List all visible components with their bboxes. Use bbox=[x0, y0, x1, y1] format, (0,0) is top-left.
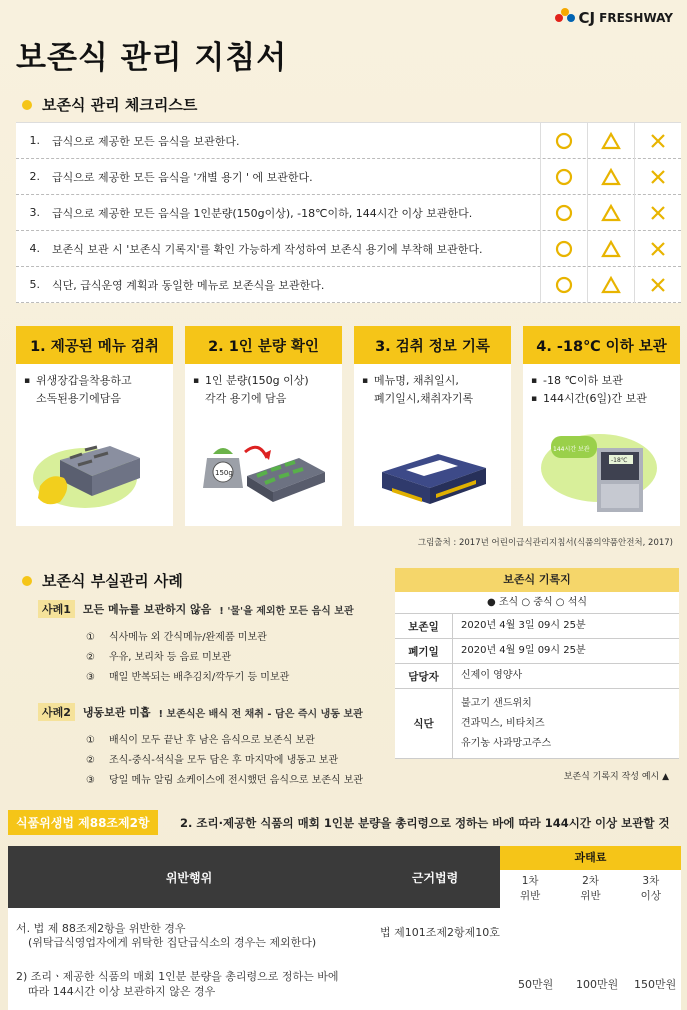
checklist-heading bbox=[22, 94, 197, 115]
col-fine-1: 1차 위반 bbox=[520, 875, 541, 902]
law-tag: 식품위생법 제88조제2항 bbox=[8, 810, 158, 835]
basis-value: 법 제101조제2항제10호 bbox=[380, 926, 500, 939]
violation-row-1: 서. 법 제 88조제2항을 위반한 경우 bbox=[16, 922, 186, 935]
storage-log-card bbox=[395, 568, 679, 782]
case-item bbox=[38, 648, 393, 668]
case-item-text: 당일 메뉴 알림 쇼케이스에 전시했던 음식으로 보존식 보관 bbox=[108, 775, 364, 786]
step-line: ▪ -18 ℃이하 보관 bbox=[531, 372, 674, 390]
fine-third: 150만원 bbox=[634, 978, 677, 991]
case-item bbox=[38, 668, 393, 688]
meal-options: ● 조식 ○ 중식 ○ 석식 bbox=[395, 592, 679, 614]
checklist-row bbox=[16, 231, 681, 267]
checklist-row bbox=[16, 267, 681, 303]
cj-logo-mark bbox=[555, 8, 575, 28]
step-line: ▪ 위생장갑을착용하고 bbox=[24, 372, 167, 390]
violation-row-1-note: (위탁급식영업자에게 위탁한 집단급식소의 경우는 제외한다) bbox=[28, 936, 317, 949]
triangle-mark-icon[interactable] bbox=[587, 195, 634, 231]
step-title: 1. 제공된 메뉴 검취 bbox=[16, 326, 173, 364]
step-line: 각각 용기에 담음 bbox=[205, 392, 287, 405]
log-value: 견과믹스, 비타치즈 bbox=[461, 717, 545, 729]
step-title: 3. 검취 정보 기록 bbox=[354, 326, 511, 364]
col-basis: 근거법령 bbox=[411, 870, 459, 885]
log-value: 2020년 4월 9일 09시 25분 bbox=[461, 645, 586, 656]
scale-illustration bbox=[199, 428, 329, 514]
step-card bbox=[354, 326, 511, 526]
law-text: 2. 조리·제공한 식품의 매회 1인분 분량을 총리령으로 정하는 바에 따라 144시간 이상 보관할 것 bbox=[180, 816, 670, 830]
log-key: 식단 bbox=[395, 689, 453, 758]
case-2 bbox=[38, 703, 393, 791]
case-tag: 사례1 bbox=[38, 600, 75, 618]
case-item bbox=[38, 628, 393, 648]
log-value: 2020년 4월 3일 09시 25분 bbox=[461, 620, 586, 631]
step-card bbox=[523, 326, 680, 526]
checklist-text: 급식으로 제공한 모든 음식을 '개별 용기 ' 에 보관한다. bbox=[52, 170, 313, 184]
case-item-text: 식사메뉴 외 간식메뉴/완제품 미보관 bbox=[108, 632, 267, 643]
checklist-heading-text: 보존식 관리 체크리스트 bbox=[42, 96, 198, 114]
fine-first: 50만원 bbox=[518, 978, 554, 991]
scale-label: 150g bbox=[215, 469, 233, 477]
image-credit: 그림출처 : 2017년 어린이급식관리지침서(식품의약품안전처, 2017) bbox=[417, 538, 673, 548]
log-caption: 보존식 기록지 작성 예시 ▲ bbox=[563, 772, 669, 782]
step-line: 소독된용기에담음 bbox=[36, 392, 122, 405]
col-violation: 위반행위 bbox=[165, 870, 213, 885]
step-line: ▪ 메뉴명, 채취일시, bbox=[362, 372, 505, 390]
case-item-num: ③ bbox=[86, 775, 95, 786]
step-line: ▪ 1인 분량(150g 이상) bbox=[193, 372, 336, 390]
freezer-illustration bbox=[537, 428, 667, 514]
triangle-mark-icon[interactable] bbox=[587, 123, 634, 159]
checklist-row bbox=[16, 159, 681, 195]
log-key: 보존일 bbox=[395, 614, 453, 638]
log-row bbox=[395, 614, 679, 639]
case-item-num: ① bbox=[86, 735, 95, 746]
col-fine-3: 3차 이상 bbox=[640, 875, 661, 902]
log-title: 보존식 기록지 bbox=[395, 568, 679, 592]
fine-second: 100만원 bbox=[576, 978, 619, 991]
violation-row-2-cont: 따라 144시간 이상 보관하지 않은 경우 bbox=[28, 985, 216, 998]
case-title: 냉동보관 미흡 bbox=[82, 706, 151, 719]
x-mark-icon[interactable] bbox=[634, 195, 681, 231]
case-item-num: ② bbox=[86, 755, 95, 766]
circle-mark-icon[interactable] bbox=[540, 159, 587, 195]
x-mark-icon[interactable] bbox=[634, 231, 681, 267]
logo-brand: FRESHWAY bbox=[599, 11, 673, 25]
checklist-number: 2. bbox=[29, 170, 40, 183]
circle-mark-icon[interactable] bbox=[540, 123, 587, 159]
x-mark-icon[interactable] bbox=[634, 267, 681, 303]
triangle-mark-icon[interactable] bbox=[587, 267, 634, 303]
case-item-text: 우유, 보리차 등 음료 미보관 bbox=[108, 652, 232, 663]
badge-label: 144시간 보관 bbox=[553, 446, 590, 453]
checklist-table bbox=[16, 122, 681, 303]
penalty-table bbox=[8, 846, 681, 1010]
x-mark-icon[interactable] bbox=[634, 123, 681, 159]
case-tag: 사례2 bbox=[38, 703, 75, 721]
step-title: 2. 1인 분량 확인 bbox=[185, 326, 342, 364]
step-cards bbox=[16, 326, 681, 526]
checklist-number: 4. bbox=[29, 242, 40, 255]
case-item bbox=[38, 751, 393, 771]
log-value: 불고기 샌드위치 bbox=[461, 697, 532, 709]
checklist-number: 3. bbox=[29, 206, 40, 219]
checklist-number: 5. bbox=[29, 278, 40, 291]
checklist-text: 보존식 보관 시 '보존식 기록지'를 확인 가능하게 작성하여 보존식 용기에 부착해 보관한다. bbox=[52, 242, 483, 256]
bullet-icon bbox=[22, 100, 32, 110]
penalty-header bbox=[8, 846, 681, 908]
checklist-number: 1. bbox=[29, 134, 40, 147]
case-note: ! 보존식은 배식 전 채취 - 담은 즉시 냉동 보관 bbox=[158, 708, 363, 720]
case-1 bbox=[38, 600, 393, 688]
circle-mark-icon[interactable] bbox=[540, 195, 587, 231]
logo bbox=[555, 8, 673, 28]
log-row bbox=[395, 689, 679, 759]
step-card bbox=[16, 326, 173, 526]
step-title: 4. -18℃ 이하 보관 bbox=[523, 326, 680, 364]
case-item-num: ③ bbox=[86, 672, 95, 683]
case-title: 모든 메뉴를 보관하지 않음 bbox=[82, 603, 212, 616]
step-card bbox=[185, 326, 342, 526]
cases-heading bbox=[22, 570, 183, 591]
col-fine: 과태료 bbox=[500, 846, 681, 870]
case-item bbox=[38, 771, 393, 791]
x-mark-icon[interactable] bbox=[634, 159, 681, 195]
checklist-row bbox=[16, 195, 681, 231]
case-item bbox=[38, 731, 393, 751]
step-line: 폐기일시,채취자기록 bbox=[374, 392, 474, 405]
freezer-label: -18℃ bbox=[611, 457, 628, 464]
checklist-text: 급식으로 제공한 모든 음식을 보관한다. bbox=[52, 134, 240, 148]
log-key: 폐기일 bbox=[395, 639, 453, 663]
case-item-num: ② bbox=[86, 652, 95, 663]
log-value: 신제이 영양사 bbox=[461, 670, 523, 681]
triangle-mark-icon[interactable] bbox=[587, 231, 634, 267]
checklist-text: 식단, 급식운영 계획과 동일한 메뉴로 보존식을 보관한다. bbox=[52, 278, 325, 292]
bullet-icon bbox=[22, 576, 32, 586]
circle-mark-icon[interactable] bbox=[540, 231, 587, 267]
logo-cj: CJ bbox=[578, 9, 596, 27]
case-item-text: 매일 반복되는 배추김치/깍두기 등 미보관 bbox=[108, 672, 290, 683]
case-item-num: ① bbox=[86, 632, 95, 643]
checklist-row bbox=[16, 123, 681, 159]
log-key: 담당자 bbox=[395, 664, 453, 688]
log-row bbox=[395, 664, 679, 689]
log-row bbox=[395, 639, 679, 664]
case-item-text: 조식-중식-석식을 모두 담은 후 마지막에 냉동고 보관 bbox=[108, 755, 339, 766]
penalty-body bbox=[8, 908, 681, 1010]
labeled-container-illustration bbox=[368, 428, 498, 514]
container-glove-illustration bbox=[30, 428, 160, 514]
cases-heading-text: 보존식 부실관리 사례 bbox=[42, 572, 183, 590]
case-item-text: 배식이 모두 끝난 후 남은 음식으로 보존식 보관 bbox=[108, 735, 315, 746]
triangle-mark-icon[interactable] bbox=[587, 159, 634, 195]
case-note: ! '물'을 제외한 모든 음식 보관 bbox=[219, 605, 354, 617]
violation-row-2: 2) 조리ㆍ제공한 식품의 매회 1인분 분량을 총리령으로 정하는 바에 bbox=[16, 970, 339, 983]
circle-mark-icon[interactable] bbox=[540, 267, 587, 303]
log-value: 유기농 사과망고주스 bbox=[461, 737, 552, 749]
page-title: 보존식 관리 지침서 bbox=[16, 40, 288, 76]
col-fine-2: 2차 위반 bbox=[580, 875, 601, 902]
step-line: ▪ 144시간(6일)간 보관 bbox=[531, 390, 674, 408]
checklist-text: 급식으로 제공한 모든 음식을 1인분량(150g이상), -18℃이하, 144시간 이상 보관한다. bbox=[52, 206, 473, 220]
